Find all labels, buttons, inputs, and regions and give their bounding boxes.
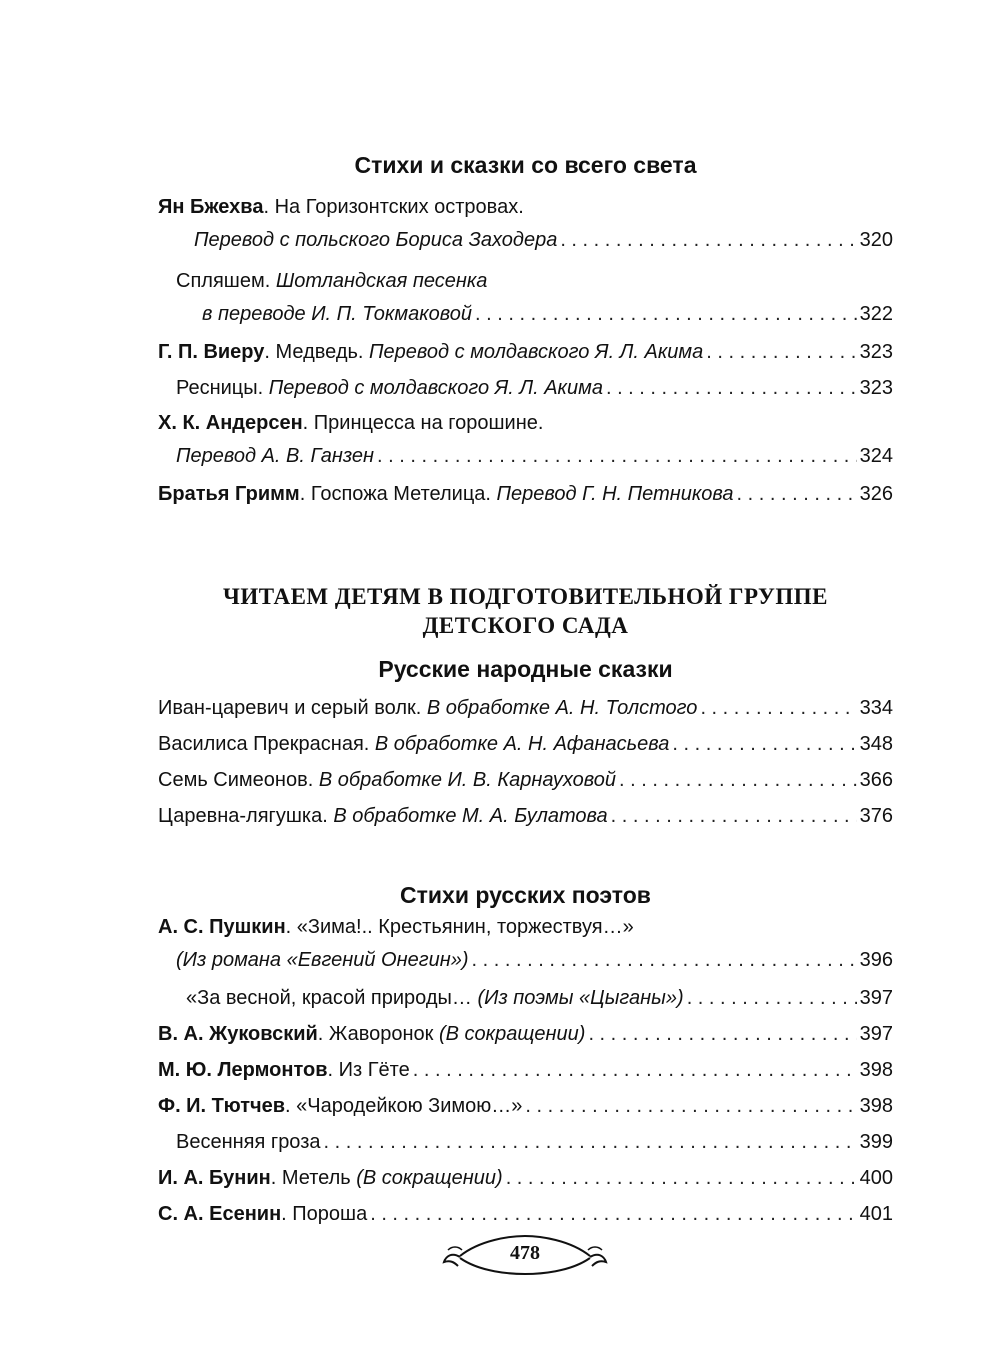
page-footer: [440, 1222, 610, 1284]
section-title-world: Стихи и сказки со всего света: [354, 152, 697, 178]
entry-page: 323: [859, 341, 893, 363]
entry-page: 398: [859, 1059, 893, 1081]
dot-leader: [560, 222, 856, 258]
toc-entry: [158, 370, 893, 406]
dot-leader: [606, 370, 857, 406]
entry-page: 401: [859, 1203, 893, 1225]
entry-page: 397: [859, 987, 893, 1009]
entry-page: 334: [859, 697, 893, 719]
entry-author: Ф. И. Тютчев: [158, 1095, 286, 1117]
dot-leader: [377, 438, 857, 474]
entry-note: Шотландская песенка: [275, 270, 488, 292]
entry-note: В обработке А. Н. Афанасьева: [374, 733, 670, 755]
entry-page: 322: [859, 303, 893, 325]
entry-title: «За весной, красой природы…: [186, 987, 472, 1009]
entry-page: 366: [859, 769, 893, 791]
entry-page: 320: [859, 229, 893, 251]
toc-entry: Х. К. Андерсен . Принцесса на горошине. Перевод А. В. Ганзен . . . 324: [158, 408, 893, 476]
entry-page: 376: [859, 805, 893, 827]
entry-title: Иван-царевич и серый волк.: [158, 697, 422, 719]
entry-author: А. С. Пушкин: [158, 916, 286, 938]
entry-author: В. А. Жуковский: [158, 1023, 318, 1045]
toc-entry: В. А. Жуковский . Жаворонок (В сокращении) . . . 397: [158, 1016, 893, 1052]
entry-title: Василиса Прекрасная.: [158, 733, 370, 755]
entry-title: Медведь.: [275, 341, 364, 363]
toc-entry: [158, 980, 893, 1016]
entry-note: (В сокращении): [356, 1167, 503, 1189]
toc-entry: [158, 762, 893, 798]
part-heading-line: ДЕТСКОГО САДА: [422, 613, 629, 638]
dot-leader: [687, 980, 857, 1016]
entry-note: В обработке А. Н. Толстого: [426, 697, 698, 719]
entry-author: И. А. Бунин: [158, 1167, 271, 1189]
entry-title: Пороша: [292, 1203, 368, 1225]
part-heading-line: ЧИТАЕМ ДЕТЯМ В ПОДГОТОВИТЕЛЬНОЙ ГРУППЕ: [223, 584, 828, 609]
entry-page: 323: [859, 377, 893, 399]
entry-note: Перевод с молдавского Я. Л. Акима: [268, 377, 603, 399]
entry-title: Госпожа Метелица.: [310, 483, 491, 505]
entry-title: «Чародейкою Зимою…»: [296, 1095, 523, 1117]
entry-page: 326: [859, 483, 893, 505]
entry-title: Весенняя гроза: [176, 1131, 321, 1153]
toc-entry: Ян Бжехва . На Горизонтских островах. Перевод с польского Бориса Заходера . . . 320: [158, 192, 893, 260]
section-title-folk: Русские народные сказки: [378, 656, 673, 682]
entry-title: Из Гёте: [338, 1059, 410, 1081]
toc-entry: [158, 690, 893, 726]
entry-title: Семь Симеонов.: [158, 769, 314, 791]
dot-leader: [472, 942, 857, 978]
entry-title: Метель: [281, 1167, 351, 1189]
dot-leader: [706, 334, 856, 370]
toc-entry: Ф. И. Тютчев . «Чародейкою Зимою…» . . . 398: [158, 1088, 893, 1124]
entry-page: 397: [859, 1023, 893, 1045]
entry-page: 324: [859, 445, 893, 467]
entry-page: 400: [859, 1167, 893, 1189]
entry-note: В обработке И. В. Карнауховой: [318, 769, 617, 791]
dot-leader: [672, 726, 856, 762]
entry-note: (В сокращении): [439, 1023, 586, 1045]
page-number: 478: [510, 1242, 540, 1264]
toc-entry: С. А. Есенин . Пороша . . . 401: [158, 1196, 893, 1232]
entry-page: 399: [859, 1131, 893, 1153]
entry-note: Перевод А. В. Ганзен: [176, 445, 375, 467]
dot-leader: [619, 762, 857, 798]
entry-title: Жаворонок: [328, 1023, 434, 1045]
entry-title: Ресницы.: [176, 377, 264, 399]
dot-leader: [324, 1124, 857, 1160]
entry-page: 348: [859, 733, 893, 755]
entry-author: Х. К. Андерсен: [158, 412, 303, 434]
section-title-poets: Стихи русских поэтов: [400, 882, 651, 908]
entry-note: В обработке М. А. Булатова: [333, 805, 608, 827]
dot-leader: [700, 690, 856, 726]
toc-entry: [158, 798, 893, 834]
dot-leader: [737, 476, 857, 512]
toc-entry: Г. П. Виеру . Медведь. Перевод с молдавского Я. Л. Акима . . . 323: [158, 334, 893, 370]
entry-title: «Зима!.. Крестьянин, торжествуя…»: [296, 916, 634, 938]
entry-author: Ян Бжехва: [158, 196, 264, 218]
toc-entry: А. С. Пушкин . «Зима!.. Крестьянин, торжествуя…» (Из романа «Евгений Онегин») . . . 396: [158, 912, 893, 980]
entry-author: Братья Гримм: [158, 483, 300, 505]
dot-leader: [475, 296, 857, 332]
dot-leader: [525, 1088, 856, 1124]
dot-leader: [588, 1016, 856, 1052]
entry-note: Перевод с польского Бориса Заходера: [194, 229, 558, 251]
entry-note: в переводе И. П. Токмаковой: [202, 303, 473, 325]
entry-title: Принцесса на горошине.: [313, 412, 544, 434]
toc-entry: М. Ю. Лермонтов . Из Гёте . . . 398: [158, 1052, 893, 1088]
dot-leader: [611, 798, 857, 834]
entry-title: Царевна-лягушка.: [158, 805, 328, 827]
entry-author: С. А. Есенин: [158, 1203, 282, 1225]
toc-entry: [158, 1124, 893, 1160]
toc-entry: [158, 266, 893, 334]
dot-leader: [506, 1160, 857, 1196]
entry-page: 396: [859, 949, 893, 971]
toc-entry: И. А. Бунин . Метель (В сокращении) . . . 400: [158, 1160, 893, 1196]
toc-entry: [158, 726, 893, 762]
entry-author: М. Ю. Лермонтов: [158, 1059, 328, 1081]
entry-note: (Из романа «Евгений Онегин»): [176, 949, 469, 971]
entry-title: На Горизонтских островах.: [274, 196, 524, 218]
table-of-contents: [158, 150, 893, 1232]
entry-note: Перевод Г. Н. Петникова: [496, 483, 734, 505]
entry-note: Перевод с молдавского Я. Л. Акима: [369, 341, 704, 363]
part-heading: [158, 582, 893, 640]
entry-note: (Из поэмы «Цыганы»): [477, 987, 684, 1009]
entry-page: 398: [859, 1095, 893, 1117]
dot-leader: [413, 1052, 857, 1088]
toc-entry: Братья Гримм . Госпожа Метелица. Перевод Г. Н. Петникова . . . 326: [158, 476, 893, 512]
entry-title: Спляшем.: [176, 270, 271, 292]
entry-author: Г. П. Виеру: [158, 341, 265, 363]
